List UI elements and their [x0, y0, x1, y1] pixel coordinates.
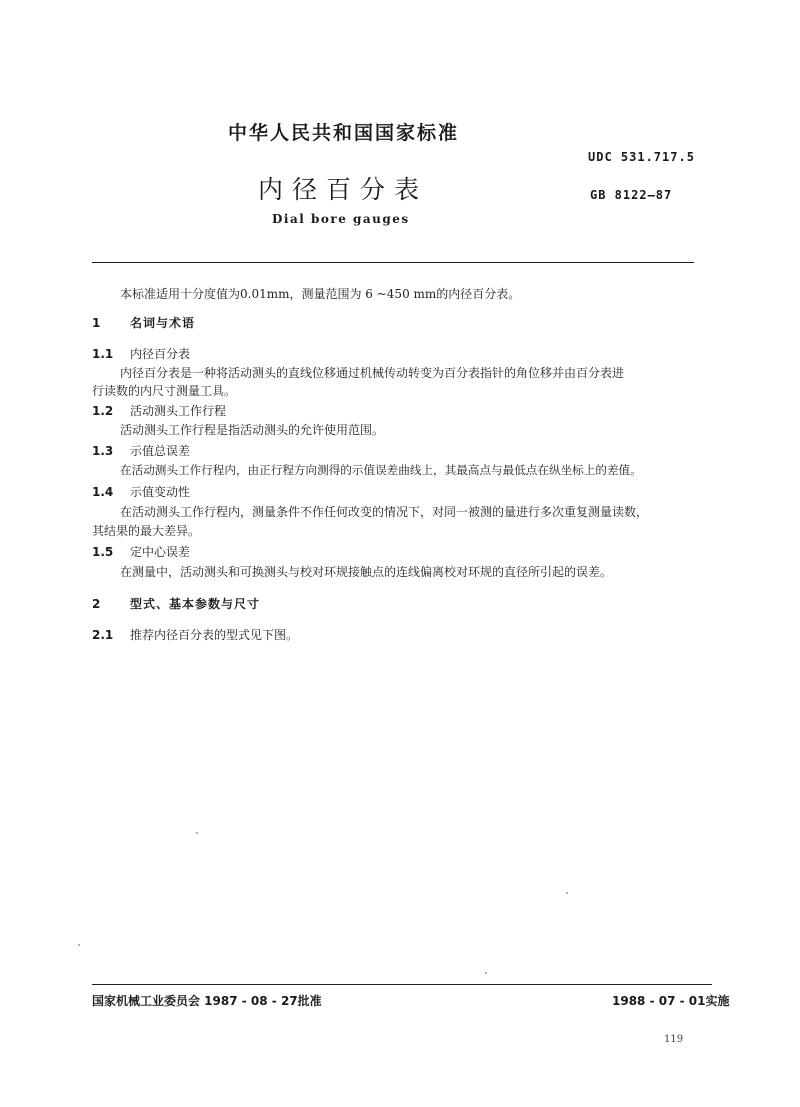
english-title: Dial bore gauges [272, 212, 410, 226]
udc-code: UDC 531.717.5 [588, 150, 695, 164]
header-rule [92, 262, 694, 263]
clause-number: 1.1 [92, 347, 114, 361]
section-2-heading [92, 595, 260, 612]
clause-term: 内径百分表 [130, 347, 191, 361]
clause-term: 示值总误差 [130, 444, 191, 458]
clause-2-1 [92, 626, 298, 643]
clause-1-4-definition-line1: 在活动测头工作行程内，测量条件不作任何改变的情况下，对同一被测的量进行多次重复测量读数， [120, 505, 649, 519]
org-title: 中华人民共和国国家标准 [228, 122, 460, 144]
section-number: 1 [92, 316, 102, 330]
page-number: 119 [664, 1034, 684, 1045]
clause-number: 2.1 [92, 628, 114, 642]
document-title: 内径百分表 [258, 175, 429, 204]
section-title: 型式、基本参数与尺寸 [130, 597, 261, 611]
clause-1-2-heading [92, 402, 226, 419]
scan-speck [78, 944, 80, 946]
clause-number: 1.3 [92, 444, 114, 458]
implementation-date: 1988 - 07 - 01实施 [612, 994, 730, 1008]
section-title: 名词与术语 [130, 316, 196, 330]
scan-speck [196, 832, 198, 834]
clause-term: 活动测头工作行程 [130, 404, 227, 418]
clause-number: 1.4 [92, 485, 114, 499]
clause-1-4-definition-line2: 其结果的最大差异。 [92, 524, 201, 538]
approval-date: 国家机械工业委员会 1987 - 08 - 27批准 [92, 994, 322, 1008]
clause-1-1-definition-line1: 内径百分表是一种将活动测头的直线位移通过机械传动转变为百分表指针的角位移并由百分表进 [120, 366, 625, 380]
footer-rule [92, 984, 712, 985]
clause-number: 1.2 [92, 404, 114, 418]
clause-1-3-heading [92, 442, 190, 459]
clause-1-5-definition: 在测量中，活动测头和可换测头与校对环规接触点的连线偏离校对环规的直径所引起的误差。 [120, 565, 613, 579]
clause-1-4-heading [92, 483, 190, 500]
clause-text: 推荐内径百分表的型式见下图。 [130, 628, 299, 642]
clause-1-1-heading [92, 345, 190, 362]
clause-1-3-definition: 在活动测头工作行程内，由正行程方向测得的示值误差曲线上，其最高点与最低点在纵坐标上的差值。 [120, 463, 642, 477]
clause-number: 1.5 [92, 545, 114, 559]
section-1-heading [92, 314, 195, 331]
scan-speck [566, 892, 568, 894]
intro-text: 本标准适用十分度值为0.01mm，测量范围为 6 ~450 mm的内径百分表。 [120, 287, 521, 301]
standard-number: GB 8122—87 [590, 188, 673, 202]
section-number: 2 [92, 597, 102, 611]
clause-1-5-heading [92, 543, 190, 560]
scan-speck [485, 972, 487, 974]
clause-term: 定中心误差 [130, 545, 191, 559]
clause-term: 示值变动性 [130, 485, 191, 499]
clause-1-2-definition: 活动测头工作行程是指活动测头的允许使用范围。 [120, 423, 385, 437]
clause-1-1-definition-line2: 行读数的内尺寸测量工具。 [92, 384, 237, 398]
